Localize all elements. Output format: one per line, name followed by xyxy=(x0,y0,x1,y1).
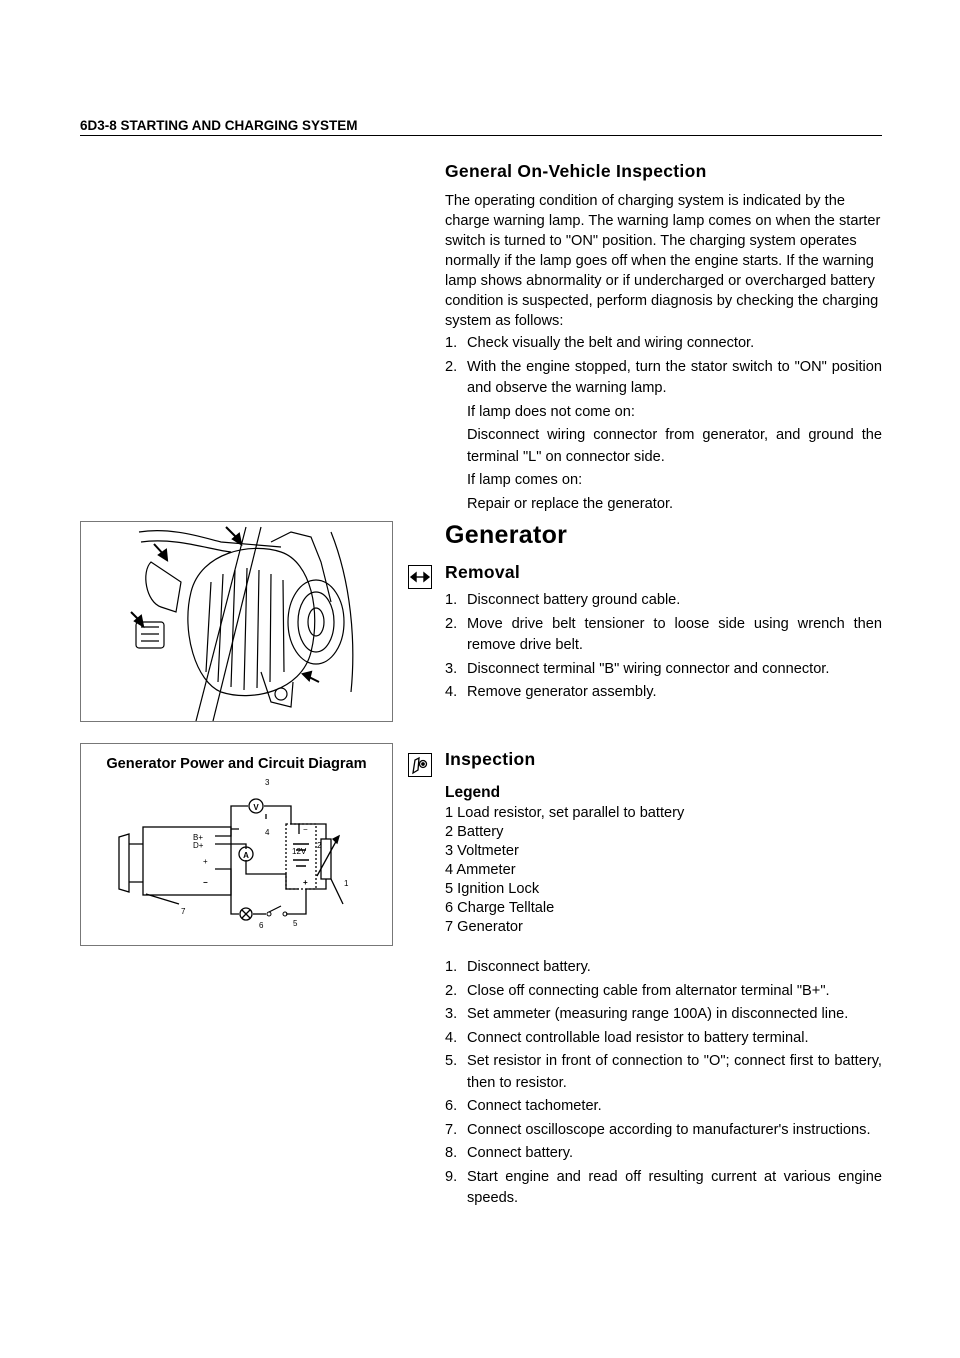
terminal-minus-label: − xyxy=(203,878,208,887)
legend-list xyxy=(445,804,882,937)
battery-voltage-label: 12V xyxy=(292,847,307,856)
removal-steps xyxy=(445,590,882,704)
legend-item: 2 Battery xyxy=(445,824,504,840)
list-item: 6. Connect tachometer. xyxy=(445,1098,602,1114)
list-item: 7. Connect oscilloscope according to manufacturer's instructions. xyxy=(445,1121,871,1138)
inspection-title: Inspection xyxy=(445,749,536,769)
list-item: 3. Set ammeter (measuring range 100A) in disconnected line. xyxy=(445,1006,849,1022)
list-item: 1. Check visually the belt and wiring connector. xyxy=(445,335,755,351)
sub-text: If lamp comes on: xyxy=(467,472,583,488)
removal-section xyxy=(445,562,882,704)
legend-item: 1 Load resistor, set parallel to battery xyxy=(445,805,685,821)
generator-figure xyxy=(80,521,393,722)
list-item: 4. Connect controllable load resistor to battery terminal. xyxy=(445,1029,809,1046)
list-item: 2. With the engine stopped, turn the stator switch to "ON" position and observe the warning lamp. xyxy=(445,358,882,396)
inspection-steps xyxy=(445,957,882,1210)
list-item: 8. Connect battery. xyxy=(445,1145,573,1161)
label-4: 4 xyxy=(265,828,270,837)
generator-section xyxy=(445,521,882,550)
battery-minus-label: − xyxy=(303,825,308,834)
list-item: 4. Remove generator assembly. xyxy=(445,684,657,700)
legend-item: 4 Ammeter xyxy=(445,862,516,878)
legend-item: 7 Generator xyxy=(445,919,523,935)
sub-text: If lamp does not come on: xyxy=(467,403,635,420)
sub-text: Disconnect wiring connector from generator, and ground the terminal "L" on connector side. xyxy=(467,427,882,465)
ammeter-label: A xyxy=(243,851,249,860)
terminal-plus-label: + xyxy=(203,857,208,866)
inspection-magnifier-icon xyxy=(408,753,432,777)
label-1: 1 xyxy=(344,879,349,888)
general-section xyxy=(445,161,882,515)
legend-item: 6 Charge Telltale xyxy=(445,900,555,916)
legend-title: Legend xyxy=(445,784,501,801)
sub-text: Repair or replace the generator. xyxy=(467,495,674,512)
page-header xyxy=(80,117,882,136)
circuit-diagram xyxy=(81,744,392,945)
label-7: 7 xyxy=(181,907,186,916)
general-intro: The operating condition of charging system is indicated by the charge warning lamp. The warning lamp comes on when the starter switch is turned to "ON" position. The charging system operates normally if the lamp goes off when the engine starts. If the warning lamp shows abnormality or if undercharged or overcharged battery condition is suspected, perform diagnosis by checking the charging system as follows: xyxy=(445,193,881,329)
label-5: 5 xyxy=(293,919,298,928)
alternator-illustration xyxy=(81,522,392,721)
label-2: 2 xyxy=(317,841,322,850)
list-item: 1. Disconnect battery. xyxy=(445,959,591,975)
general-title: General On-Vehicle Inspection xyxy=(445,161,707,181)
legend-item: 5 Ignition Lock xyxy=(445,881,540,897)
list-item: 5. Set resistor in front of connection to "O"; connect first to battery, then to resistor. xyxy=(445,1053,882,1091)
legend-item: 3 Voltmeter xyxy=(445,843,519,859)
terminal-d-plus-label: D+ xyxy=(193,841,204,850)
terminal-b-plus-label: B+ xyxy=(193,833,204,842)
list-item: 2. Move drive belt tensioner to loose side using wrench then remove drive belt. xyxy=(445,615,882,653)
list-item: 3. Disconnect terminal "B" wiring connector and connector. xyxy=(445,660,830,677)
diagram-title: Generator Power and Circuit Diagram xyxy=(106,756,367,772)
generator-title: Generator xyxy=(445,521,568,549)
general-steps xyxy=(445,333,882,400)
removal-arrows-icon xyxy=(408,565,432,589)
voltmeter-label: V xyxy=(253,803,259,812)
battery-plus-label: + xyxy=(303,878,308,887)
list-item: 1. Disconnect battery ground cable. xyxy=(445,592,681,608)
removal-title: Removal xyxy=(445,562,521,582)
list-item: 2. Close off connecting cable from alternator terminal "B+". xyxy=(445,982,830,999)
circuit-diagram-figure xyxy=(80,743,393,946)
label-6: 6 xyxy=(259,921,264,930)
inspection-section xyxy=(445,749,882,1210)
list-item: 9. Start engine and read off resulting current at various engine speeds. xyxy=(445,1168,882,1206)
header-text: 6D3-8 STARTING AND CHARGING SYSTEM xyxy=(80,118,358,133)
label-3: 3 xyxy=(265,778,270,787)
